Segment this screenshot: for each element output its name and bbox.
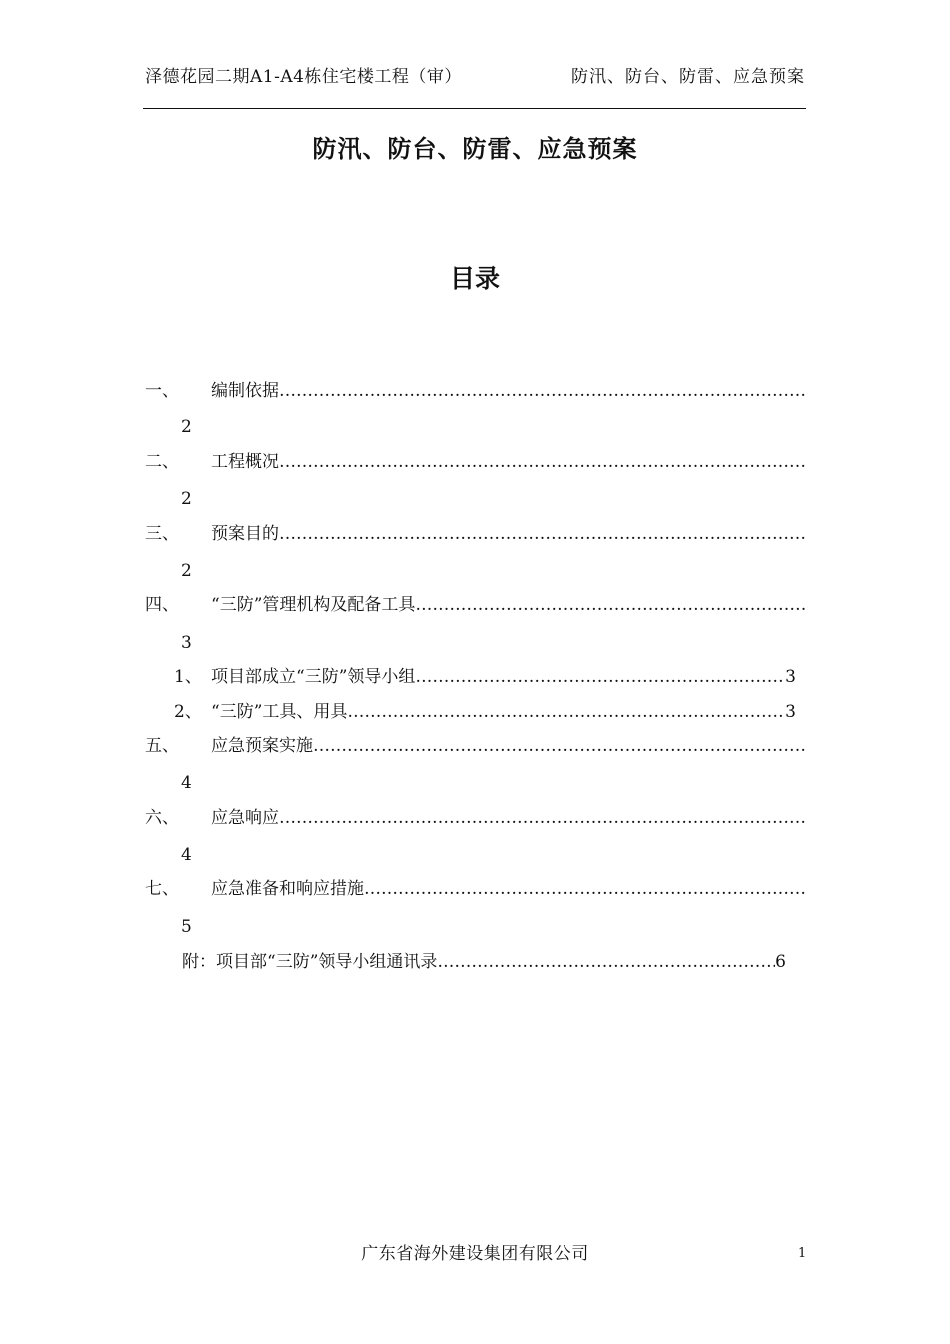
toc-leader-dots — [415, 593, 805, 617]
footer-company-name: 广东省海外建设集团有限公司 — [361, 1244, 589, 1264]
toc-entry-page: 3 — [785, 667, 796, 687]
toc-leader-dots — [279, 379, 805, 403]
toc-leader-dots — [279, 450, 805, 474]
header-divider — [143, 108, 806, 109]
toc-entry-page: 3 — [181, 633, 192, 653]
footer-page-number: 1 — [798, 1246, 807, 1261]
toc-entry-page: 6 — [775, 952, 786, 972]
toc-entry-text: 预案目的 — [211, 524, 279, 544]
toc-entry-number: 七、 — [145, 879, 179, 899]
toc-entry-number: 三、 — [145, 524, 179, 544]
document-title: 防汛、防台、防雷、应急预案 — [312, 134, 638, 163]
toc-leader-dots — [415, 665, 785, 689]
toc-entry[interactable] — [145, 522, 805, 546]
toc-entry-number: 五、 — [145, 736, 179, 756]
toc-entry[interactable] — [145, 877, 805, 901]
toc-leader-dots — [364, 877, 805, 901]
toc-heading: 目录 — [449, 264, 500, 293]
toc-appendix-entry[interactable] — [182, 950, 786, 974]
toc-entry-text: 应急预案实施 — [211, 736, 313, 756]
toc-entry[interactable] — [145, 450, 805, 474]
toc-entry-page: 4 — [181, 845, 192, 865]
toc-entry[interactable] — [145, 806, 805, 830]
toc-entry-page: 2 — [181, 417, 192, 437]
toc-leader-dots — [347, 700, 785, 724]
toc-entry-page: 2 — [181, 489, 192, 509]
toc-entry[interactable] — [145, 593, 805, 617]
toc-entry-text: 应急响应 — [211, 808, 279, 828]
toc-entry-number: 一、 — [145, 381, 179, 401]
toc-entry[interactable] — [145, 734, 805, 758]
toc-entry-number: 二、 — [145, 452, 179, 472]
toc-entry-text: 项目部成立“三防”领导小组 — [211, 667, 416, 687]
toc-entry-text: 编制依据 — [211, 381, 279, 401]
toc-subentry[interactable] — [174, 665, 796, 689]
toc-entry-page: 4 — [181, 773, 192, 793]
toc-entry-page: 2 — [181, 561, 192, 581]
toc-subentry[interactable] — [174, 700, 796, 724]
toc-entry-page: 5 — [181, 917, 192, 937]
header-project-name: 泽德花园二期A1-A4栋住宅楼工程（审） — [145, 67, 462, 87]
toc-entry[interactable] — [145, 379, 805, 403]
toc-entry-text: “三防”管理机构及配备工具 — [211, 595, 416, 615]
toc-entry-text: 应急准备和响应措施 — [211, 879, 364, 899]
toc-entry-number: 1、 — [174, 667, 202, 687]
toc-entry-page: 3 — [785, 702, 796, 722]
toc-entry-number: 六、 — [145, 808, 179, 828]
toc-leader-dots — [279, 522, 805, 546]
toc-entry-number: 2、 — [174, 702, 202, 722]
toc-leader-dots — [313, 734, 805, 758]
toc-entry-number: 四、 — [145, 595, 179, 615]
toc-entry-text: 工程概况 — [211, 452, 279, 472]
toc-leader-dots — [279, 806, 805, 830]
header-document-name: 防汛、防台、防雷、应急预案 — [571, 67, 805, 87]
toc-leader-dots — [437, 950, 775, 974]
toc-entry-text: 附：项目部“三防”领导小组通讯录 — [182, 952, 438, 972]
toc-entry-text: “三防”工具、用具 — [211, 702, 348, 722]
